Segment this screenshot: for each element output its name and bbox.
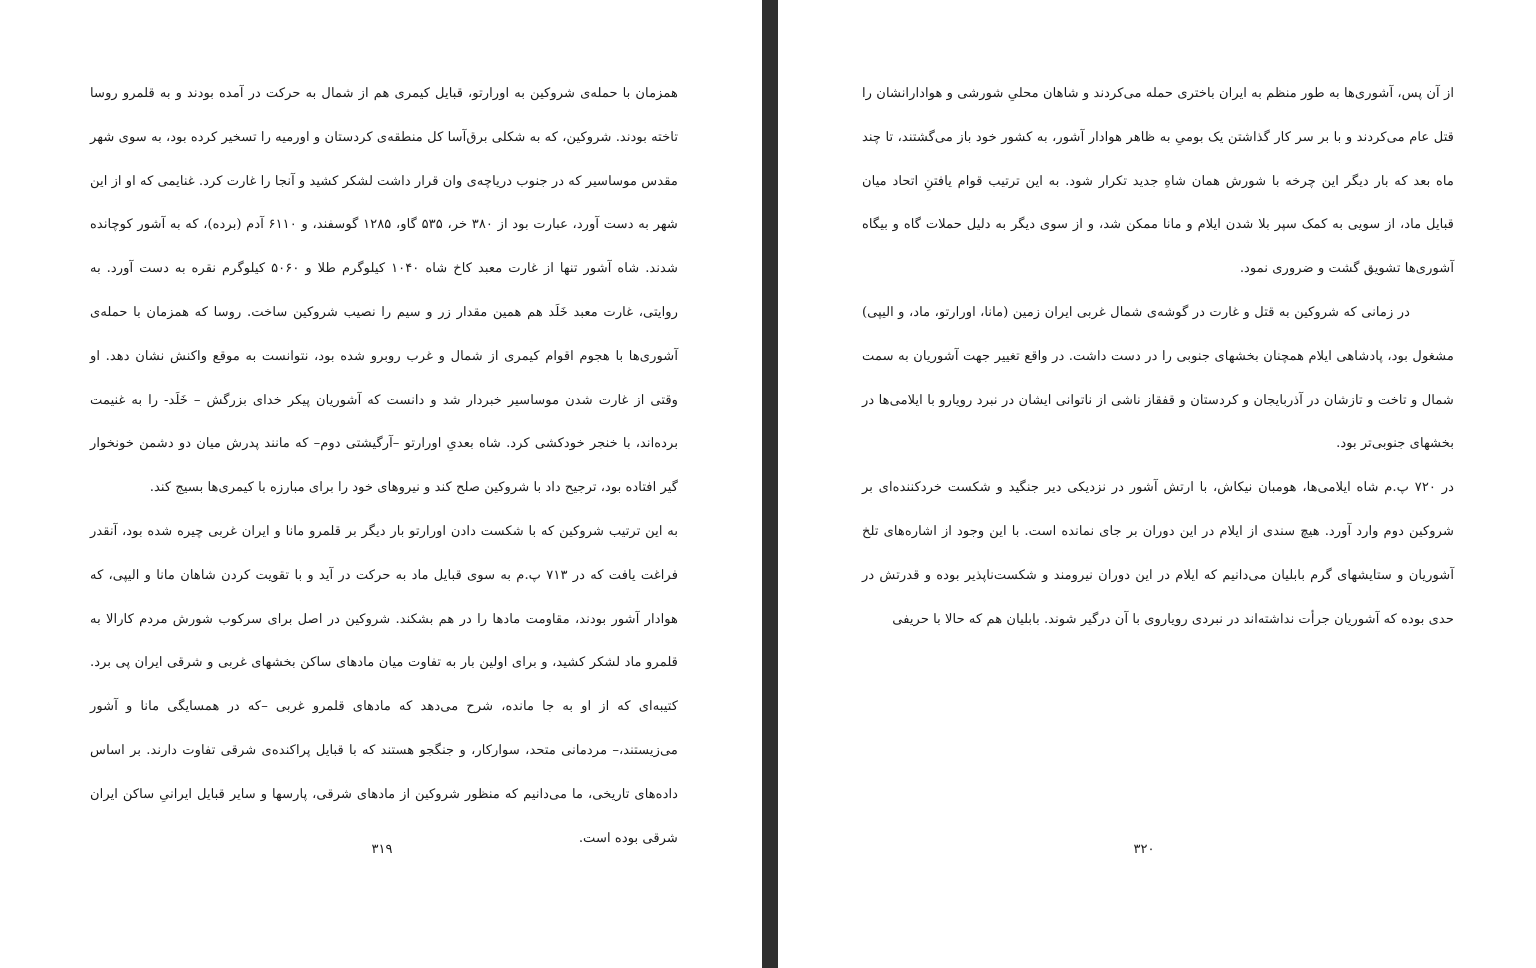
paragraph: به این ترتیب شروکین که با شکست دادن اورارتو بار دیگر بر قلمرو مانا و ایران غربی چیره شده بود، آنقدر فراغت یافت که در ۷۱۳ پ.م به سوی قبایل ماد به حرکت در آید و با تقویت کردن شاهان مانا و الیپی، که هوادار آشور بودند، مقاومت مادها را در هم بشکند. شروکین در اصل برای سرکوب شورش مردم کارالا به قلمرو ماد لشکر کشید، و برای اولین بار به تفاوت میان مادهای ساکن بخشهای غربی و شرقی ایران پی برد. کتیبه‌ای که از او به جا مانده، شرح می‌دهد که مادهای قلمرو غربی –که در همسایگی مانا و آشور می‌زیستند،– مردمانی متحد، سوارکار، و جنگجو هستند که با قبایل پراکنده‌ی شرقی تفاوت دارند. بر اساس داده‌های تاریخی، ما می‌دانیم که منظور شروکین از مادهای شرقی، پارسها و سایر قبایل ایرانیِ ساکن ایران شرقی بوده است.	[90, 523, 678, 846]
left-page-text	[90, 72, 678, 860]
paragraph: در ۷۲۰ پ.م شاه ایلامی‌ها، هومبان نیکاش، با ارتش آشور در نزدیکی دیر جنگید و شکست خردکننده‌ای بر شروکین دوم وارد آورد. هیچ سندی از ایلام در این دوران بر جای نمانده است. با این وجود از اشاره‌های تلخ آشوریان و ستایشهای گرم بابلیان می‌دانیم که ایلام در این دوران نیرومند و شکست‌ناپذیر بوده و قدرتش در حدی بوده که آشوریان جرأت نداشته‌اند در نبردی رویاروی با آن درگیر شوند. بابلیان هم که حالا با حریفی	[862, 480, 1454, 627]
page-gutter	[762, 0, 778, 968]
paragraph: در زمانی که شروکین به قتل و غارت در گوشه‌ی شمال غربی ایران زمین (مانا، اورارتو، ماد، و الیپی) مشغول بود، پادشاهی ایلام همچنان بخشهای جنوبی را در دست داشت. در واقع تغییر جهت آشوریان به سمت شمال و تاخت و تازشان در آذربایجان و کردستان و قفقاز ناشی از ناتوانی ایشان در نبرد رویارو با ایلامی‌ها در بخشهای جنوبی‌تر بود.	[862, 304, 1454, 452]
paragraph: از آن پس، آشوری‌ها به طور منظم به ایران باختری حمله می‌کردند و شاهان محلیِ شورشی و هوادارانشان را قتل عام می‌کردند و با بر سر کار گذاشتن یک بومیِ به ظاهر هوادار آشور، به کشور خود باز می‌گشتند، تا چند ماه بعد که بار دیگر این چرخه با شورش همان شاهِ جدید تکرار شود. به این ترتیب قوام یافتنِ اتحاد میان قبایل ماد، از سویی به کمک سپر بلا شدن ایلام و مانا ممکن شد، و از سوی دیگر به دلیل حملات گاه و بیگاه آشوری‌ها تشویق گشت و ضروری نمود.	[862, 86, 1454, 277]
right-page-text	[862, 72, 1454, 641]
right-page	[778, 0, 1536, 968]
page-number: ۳۲۰	[1133, 842, 1155, 857]
paragraph: همزمان با حمله‌ی شروکین به اورارتو، قبایل کیمری هم از شمال به حرکت در آمده بودند و به قلمرو روسا تاخته بودند. شروکین، که به شکلی برق‌آسا کل منطقه‌ی کردستان و اورمیه را تسخیر کرده بود، به سوی شهر مقدس موساسیر که در جنوب دریاچه‌ی وان قرار داشت لشکر کشید و آنجا را غارت کرد. غنایمی که او از این شهر به دست آورد، عبارت بود از ۳۸۰ خر، ۵۳۵ گاو، ۱۲۸۵ گوسفند، و ۶۱۱۰ آدم (برده)، که به آشور کوچانده شدند. شاه آشور تنها از غارت معبد کاخ شاه ۱۰۴۰ کیلوگرم طلا و ۵۰۶۰ کیلوگرم نقره به دست آورد. به روایتی، غارت معبد خَلَد هم همین مقدار زر و سیم را نصیب شروکین ساخت. روسا که همزمان با حمله‌ی آشوری‌ها با هجوم اقوام کیمری از شمال و غرب روبرو شده بود، نتوانست به موقع واکنش نشان دهد. او وقتی از غارت شدن موساسیر خبردار شد و دانست که آشوریان پیکر خدای بزرگش – خَلَد- را به غنیمت برده‌اند، با خنجر خودکشی کرد. شاه بعدیِ اورارتو –آرگیشتی دوم– که مانند پدرش میان دو دشمن خونخوار گیر افتاده بود، ترجیح داد با شروکین صلح کند و نیروهای خود را برای مبارزه با کیمری‌ها بسیج کند.	[90, 86, 678, 496]
left-page	[0, 0, 762, 968]
page-number: ۳۱۹	[371, 842, 393, 857]
